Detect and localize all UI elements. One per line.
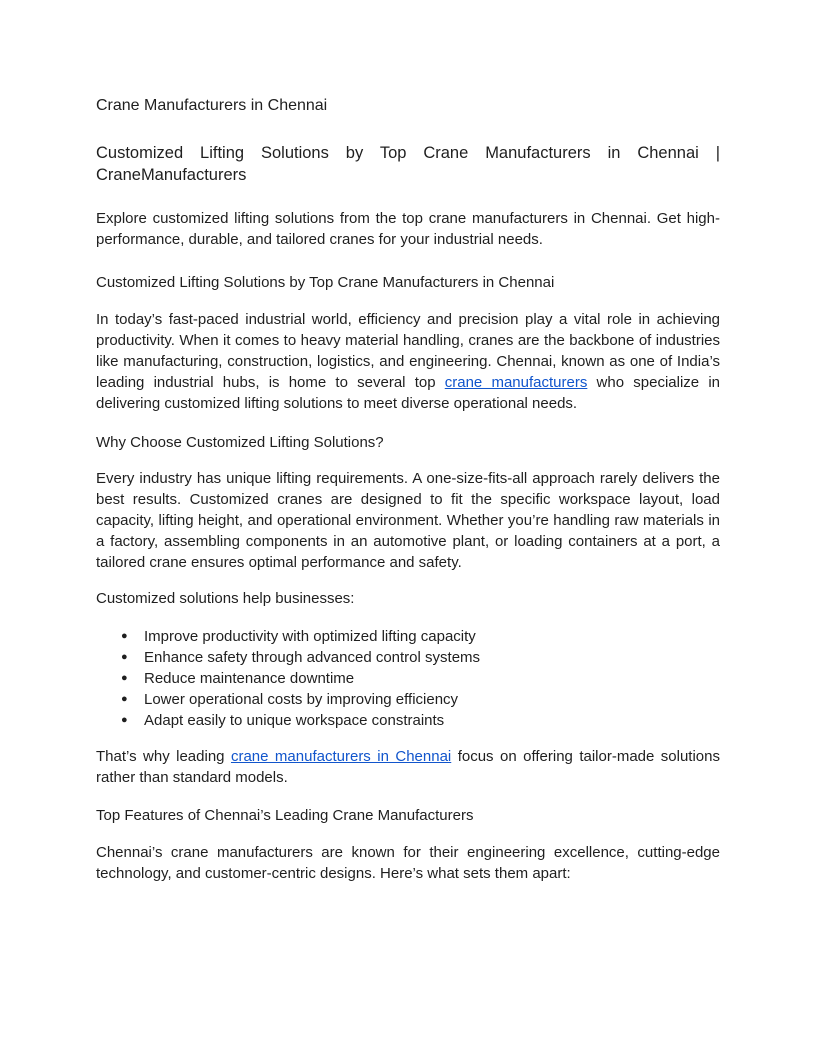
- bullet-icon: ●: [121, 672, 128, 684]
- list-item-text: Reduce maintenance downtime: [144, 670, 355, 687]
- bullet-icon: ●: [121, 630, 128, 642]
- list-item-text: Lower operational costs by improving efficiency: [144, 691, 459, 708]
- section-heading-top-features: Top Features of Chennai’s Leading Crane Manufacturers: [96, 807, 474, 824]
- bullet-icon: ●: [121, 651, 128, 663]
- list-item: [96, 647, 720, 668]
- list-item-text: Enhance safety through advanced control systems: [144, 649, 481, 666]
- list-item: [96, 710, 720, 731]
- section-heading-customized-lifting: Customized Lifting Solutions by Top Crane Manufacturers in Chennai: [96, 274, 555, 291]
- intro-paragraph: Explore customized lifting solutions from the top crane manufacturers in Chennai. Get high-performance, durable, and tailored cranes for your industrial needs.: [96, 210, 720, 248]
- bullet-icon: ●: [121, 693, 128, 705]
- section-heading-why-choose: Why Choose Customized Lifting Solutions?: [96, 434, 384, 451]
- list-item-text: Adapt easily to unique workspace constraints: [144, 712, 445, 729]
- subheading-help-businesses: Customized solutions help businesses:: [96, 590, 355, 607]
- document-subtitle: Customized Lifting Solutions by Top Crane Manufacturers in Chennai | CraneManufacturers: [96, 144, 720, 184]
- bullet-icon: ●: [121, 714, 128, 726]
- benefits-list: [96, 626, 720, 731]
- list-item-text: Improve productivity with optimized lifting capacity: [144, 628, 476, 645]
- list-item: [96, 668, 720, 689]
- paragraph-text: That’s why leading: [96, 748, 231, 765]
- list-item: [96, 689, 720, 710]
- document-title: Crane Manufacturers in Chennai: [96, 97, 328, 114]
- crane-manufacturers-in-chennai-link[interactable]: crane manufacturers in Chennai: [230, 748, 452, 765]
- crane-manufacturers-link[interactable]: crane manufacturers: [444, 374, 588, 391]
- section-paragraph-features-intro: Chennai’s crane manufacturers are known for their engineering excellence, cutting-edge technology, and customer-centric designs. Here’s what sets them apart:: [96, 844, 720, 882]
- section-paragraph-unique-requirements: Every industry has unique lifting requirements. A one-size-fits-all approach rarely delivers the best results. Customized cranes are designed to fit the specific workspace layout, load capacity, lifting height, and operational environment. Whether you’re handling raw materials in a factory, assembling components in an automotive plant, or loading containers at a port, a tailored crane ensures optimal performance and safety.: [96, 470, 720, 571]
- document-page: [96, 90, 720, 884]
- section-paragraph-industrial-world: [96, 309, 720, 414]
- paragraph-text: focus on offering tailor-made solutions rather than standard models.: [96, 748, 720, 786]
- list-item: [96, 626, 720, 647]
- paragraph-text: who specialize in delivering customized lifting solutions to meet diverse operational needs.: [96, 374, 720, 412]
- paragraph-text: In today’s fast-paced industrial world, efficiency and precision play a vital role in achieving productivity. When it comes to heavy material handling, cranes are the backbone of industries like manufacturing, construction, logistics, and engineering. Chennai, known as one of India’s leading industrial hubs, is home to several top: [96, 311, 720, 391]
- closing-paragraph-tailor-made: [96, 746, 720, 788]
